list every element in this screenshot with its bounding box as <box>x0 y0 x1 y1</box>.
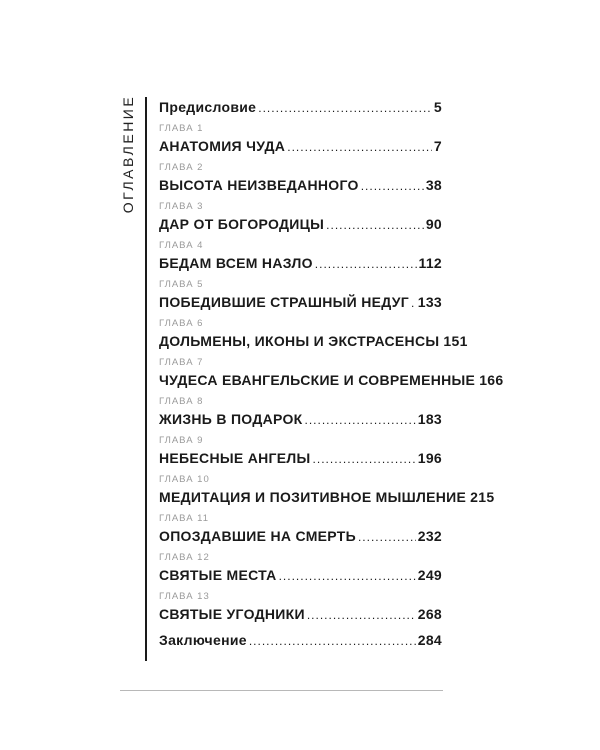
toc-side-title-text: ОГЛАВЛЕНИЕ <box>120 94 136 214</box>
leader-dots <box>258 97 432 119</box>
toc-chapter-label: ГЛАВА 6 <box>159 318 204 329</box>
toc-entry-page: 90 <box>425 216 442 232</box>
toc-entry-title: СВЯТЫЕ УГОДНИКИ <box>159 606 305 622</box>
toc-entry-title: БЕДАМ ВСЕМ НАЗЛО <box>159 255 313 271</box>
toc-entry-title: ДОЛЬМЕНЫ, ИКОНЫ И ЭКСТРАСЕНСЫ <box>159 333 440 349</box>
leader-dots <box>313 448 416 470</box>
table-of-contents <box>159 96 504 651</box>
toc-entry-page: 166 <box>479 372 504 388</box>
toc-entry-page: 268 <box>417 606 442 622</box>
toc-entry-preface[interactable] <box>159 96 442 118</box>
toc-entry-title: НЕБЕСНЫЕ АНГЕЛЫ <box>159 450 311 466</box>
toc-entry-chapter-4[interactable] <box>159 240 442 274</box>
leader-dots <box>279 565 416 587</box>
leader-dots <box>326 214 424 236</box>
toc-side-title <box>113 94 143 214</box>
toc-entry-chapter-13[interactable] <box>159 591 442 625</box>
toc-entry-title: ОПОЗДАВШИЕ НА СМЕРТЬ <box>159 528 356 544</box>
toc-entry-chapter-11[interactable] <box>159 513 442 547</box>
toc-chapter-label: ГЛАВА 5 <box>159 279 204 290</box>
toc-entry-title: АНАТОМИЯ ЧУДА <box>159 138 286 154</box>
leader-dots <box>361 175 424 197</box>
toc-entry-page: 284 <box>417 632 442 648</box>
toc-entry-page: 196 <box>417 450 442 466</box>
toc-entry-chapter-3[interactable] <box>159 201 442 235</box>
toc-entry-page: 232 <box>417 528 442 544</box>
toc-entry-title: СВЯТЫЕ МЕСТА <box>159 567 277 583</box>
toc-entry-title: ДАР ОТ БОГОРОДИЦЫ <box>159 216 325 232</box>
toc-entry-page: 112 <box>418 255 442 271</box>
toc-entry-page: 133 <box>417 294 442 310</box>
toc-chapter-label: ГЛАВА 11 <box>159 513 210 524</box>
toc-entry-title: ПОБЕДИВШИЕ СТРАШНЫЙ НЕДУГ <box>159 294 409 310</box>
toc-entry-page: 7 <box>433 138 442 154</box>
toc-chapter-label: ГЛАВА 2 <box>159 162 204 173</box>
leader-dots <box>307 604 416 626</box>
toc-entry-page: 151 <box>443 333 468 349</box>
toc-entry-page: 5 <box>433 99 442 115</box>
toc-entry-chapter-9[interactable] <box>159 435 442 469</box>
toc-entry-chapter-2[interactable] <box>159 162 442 196</box>
leader-dots <box>287 136 432 158</box>
toc-entry-page: 215 <box>470 489 495 505</box>
leader-dots <box>315 253 417 275</box>
toc-entry-conclusion[interactable] <box>159 629 442 651</box>
toc-chapter-label: ГЛАВА 3 <box>159 201 204 212</box>
toc-entry-title: ЖИЗНЬ В ПОДАРОК <box>159 411 303 427</box>
toc-chapter-label: ГЛАВА 12 <box>159 552 210 563</box>
toc-chapter-label: ГЛАВА 13 <box>159 591 210 602</box>
toc-entry-title: МЕДИТАЦИЯ И ПОЗИТИВНОЕ МЫШЛЕНИЕ <box>159 489 467 505</box>
vertical-divider <box>145 97 147 661</box>
toc-chapter-label: ГЛАВА 8 <box>159 396 204 407</box>
toc-entry-title: ВЫСОТА НЕИЗВЕДАННОГО <box>159 177 359 193</box>
toc-entry-title: ЧУДЕСА ЕВАНГЕЛЬСКИЕ И СОВРЕМЕННЫЕ <box>159 372 476 388</box>
toc-entry-page: 183 <box>417 411 442 427</box>
toc-chapter-label: ГЛАВА 4 <box>159 240 204 251</box>
toc-chapter-label: ГЛАВА 7 <box>159 357 204 368</box>
leader-dots <box>305 409 416 431</box>
toc-chapter-label: ГЛАВА 10 <box>159 474 210 485</box>
toc-entry-chapter-12[interactable] <box>159 552 442 586</box>
toc-chapter-label: ГЛАВА 1 <box>159 123 204 134</box>
toc-chapter-label: ГЛАВА 9 <box>159 435 204 446</box>
toc-entry-page: 38 <box>425 177 442 193</box>
leader-dots <box>358 526 416 548</box>
toc-entry-chapter-1[interactable] <box>159 123 442 157</box>
toc-entry-chapter-5[interactable] <box>159 279 442 313</box>
toc-entry-title: Предисловие <box>159 99 257 115</box>
toc-entry-title: Заключение <box>159 632 247 648</box>
toc-entry-chapter-6[interactable] <box>159 318 468 352</box>
bottom-divider <box>120 690 443 691</box>
leader-dots <box>411 292 416 314</box>
toc-entry-chapter-7[interactable] <box>159 357 504 391</box>
toc-entry-chapter-10[interactable] <box>159 474 495 508</box>
toc-entry-page: 249 <box>417 567 442 583</box>
toc-entry-chapter-8[interactable] <box>159 396 442 430</box>
leader-dots <box>249 630 416 652</box>
